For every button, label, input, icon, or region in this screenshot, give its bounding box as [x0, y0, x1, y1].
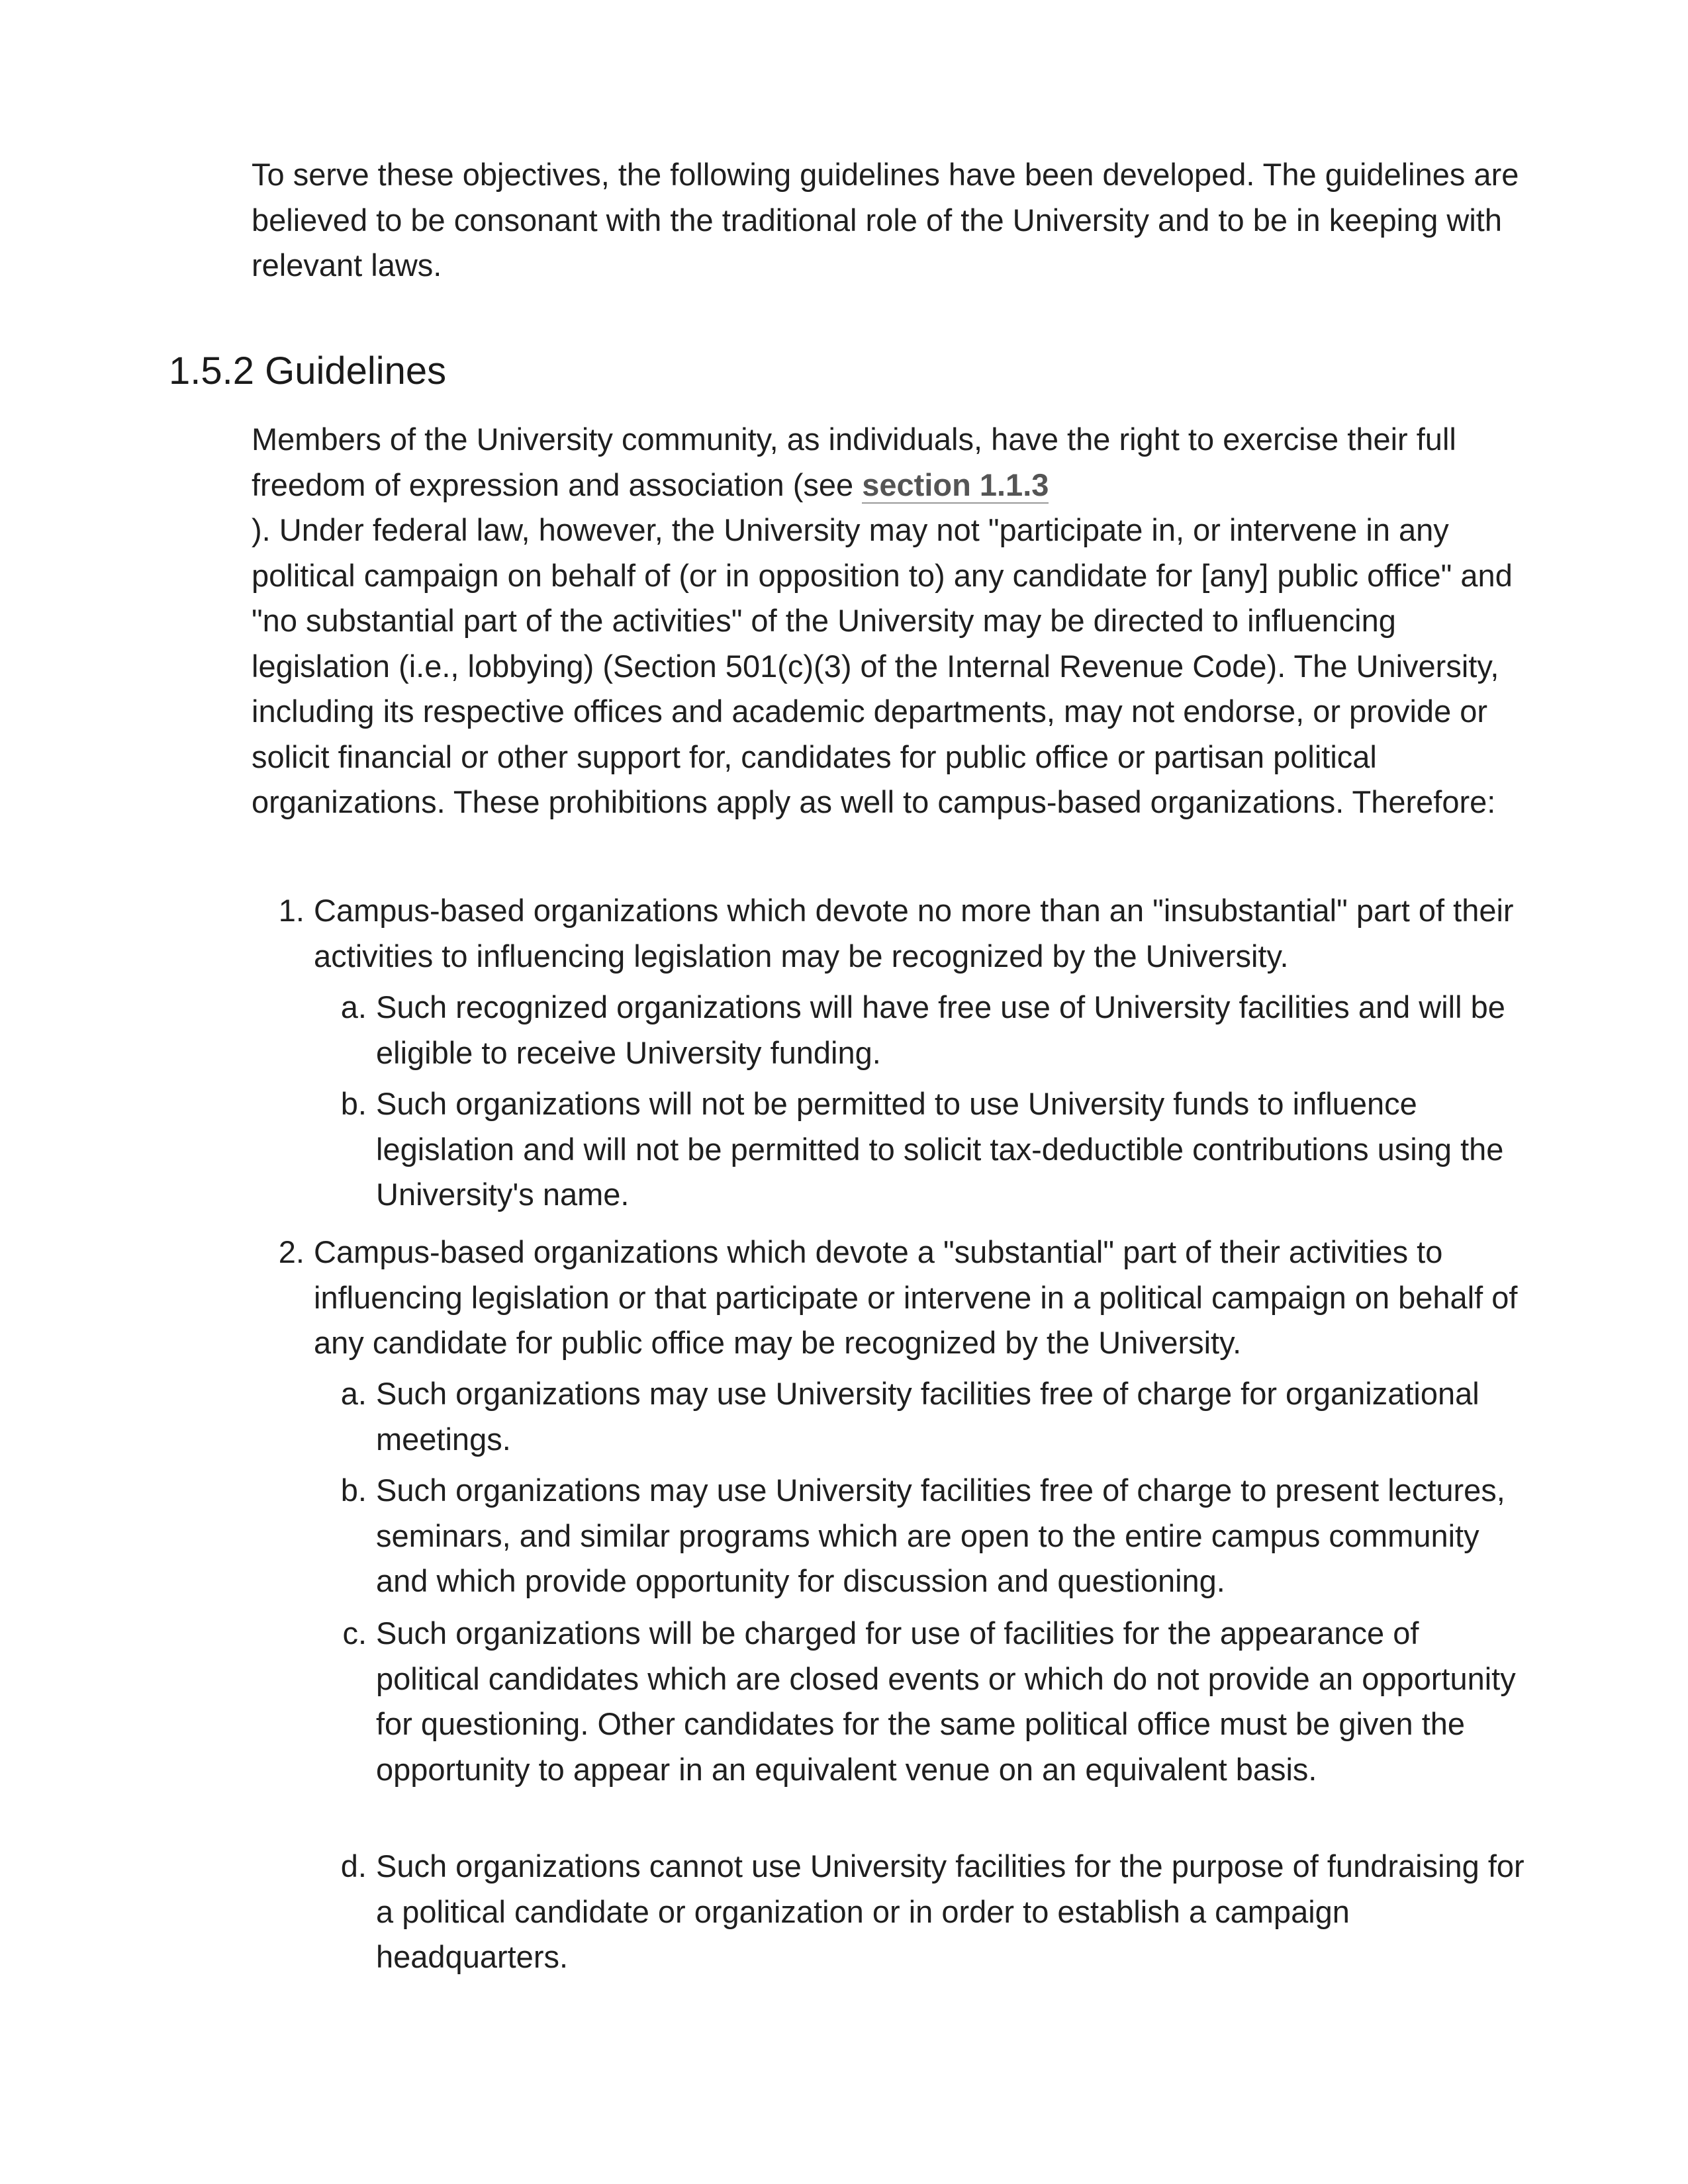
list-marker: d.	[340, 1848, 367, 1884]
list-item-text: Such organizations cannot use University facilities for the purpose of fundraising for a political candidate or organization or in order to establish a campaign headquarters.	[376, 1848, 1524, 1974]
sub-list-item	[340, 1371, 1525, 1462]
section-heading: 1.5.2 Guidelines	[169, 349, 447, 392]
list-marker: b.	[340, 1086, 367, 1121]
list-item	[278, 1230, 1525, 1366]
sub-list-item	[342, 1611, 1525, 1792]
paragraph-text-after-link: ). Under federal law, however, the University may not "participate in, or intervene in any political campaign on behalf of (or in opposition to) any candidate for [any] public office" and "no substantial part of the activities" of the University may be directed to influencing legislation (i.e., lobbying) (Section 501(c)(3) of the Internal Revenue Code). The University, including its respective offices and academic departments, may not endorse, or provide or solicit financial or other support for, candidates for public office or partisan political organizations. These prohibitions apply as well to campus-based organizations. Therefore:	[252, 512, 1513, 819]
list-marker: a.	[340, 1376, 367, 1411]
sub-list-item	[340, 1081, 1525, 1218]
guidelines-paragraph	[252, 417, 1523, 825]
list-marker: 1.	[278, 893, 305, 928]
list-marker: 2.	[278, 1234, 305, 1269]
list-item-text: Campus-based organizations which devote no more than an "insubstantial" part of their activities to influencing legislation may be recognized by the University.	[314, 893, 1514, 974]
list-item-text: Such organizations may use University facilities free of charge to present lectures, seminars, and similar programs which are open to the entire campus community and which provide opportunity for discussion and questioning.	[376, 1473, 1505, 1598]
intro-paragraph: To serve these objectives, the following guidelines have been developed. The guidelines are believed to be consonant with the traditional role of the University and to be in keeping with relevant laws.	[252, 157, 1519, 283]
list-item-text: Such organizations will be charged for use of facilities for the appearance of political candidates which are closed events or which do not provide an opportunity for questioning. Other candidates for the same political office must be given the opportunity to appear in an equivalent venue on an equivalent basis.	[376, 1615, 1516, 1787]
list-item-text: Such organizations may use University facilities free of charge for organizational meetings.	[376, 1376, 1479, 1457]
section-1-1-3-link[interactable]: section 1.1.3	[862, 467, 1049, 502]
list-item	[278, 888, 1525, 979]
list-marker: a.	[340, 989, 367, 1024]
sub-list-item	[340, 985, 1525, 1075]
list-marker: c.	[342, 1615, 367, 1651]
list-marker: b.	[340, 1473, 367, 1508]
sub-list-item	[340, 1844, 1525, 1980]
list-item-text: Such recognized organizations will have free use of University facilities and will be eligible to receive University funding.	[376, 989, 1505, 1070]
sub-list-item	[340, 1468, 1525, 1604]
paragraph-text-before-link: Members of the University community, as individuals, have the right to exercise their full freedom of expression and association (see	[252, 422, 1456, 502]
list-item-text: Such organizations will not be permitted to use University funds to influence legislation and will not be permitted to solicit tax-deductible contributions using the University's name.	[376, 1086, 1504, 1212]
list-item-text: Campus-based organizations which devote a "substantial" part of their activities to influencing legislation or that participate or intervene in a political campaign on behalf of any candidate for public office may be recognized by the University.	[314, 1234, 1518, 1360]
